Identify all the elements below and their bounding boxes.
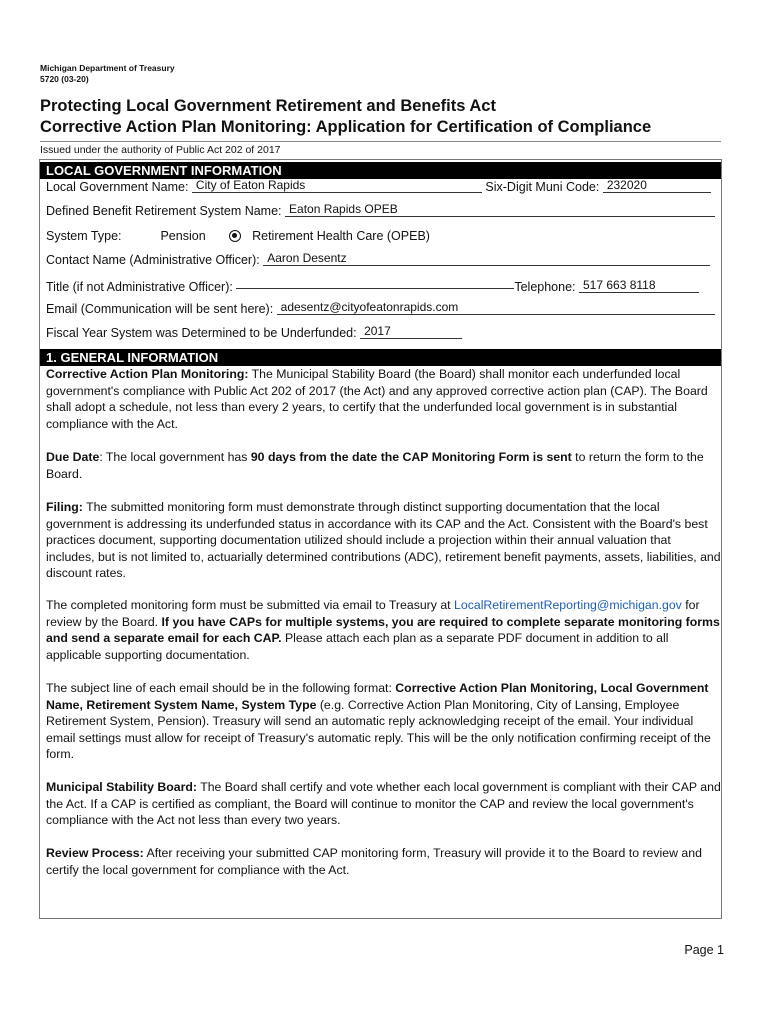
contact-name-label: Contact Name (Administrative Officer): <box>46 253 260 267</box>
system-name-label: Defined Benefit Retirement System Name: <box>46 204 282 218</box>
stability-board-heading: Municipal Stability Board: <box>46 780 197 794</box>
local-gov-name-field[interactable]: City of Eaton Rapids <box>192 178 482 193</box>
stability-board-text: The Board shall certify and vote whether each local government is compliant with their CAP and the Act. If a CAP is certified as compliant, the Board will continue to monitor the CAP and review the local government's compliance with the Act not less than every two years. <box>46 780 721 828</box>
system-type-label: System Type: <box>46 229 122 243</box>
section-header-general: 1. GENERAL INFORMATION <box>40 349 721 366</box>
para-submission <box>46 597 721 663</box>
email-row <box>46 300 715 318</box>
para-cap-monitoring <box>46 366 721 432</box>
subject-line-text-a: The subject line of each email should be in the following format: <box>46 681 396 695</box>
submission-emphasis: If you have CAPs for multiple systems, you are required to complete separate monitoring forms and send a separate email for each CAP. <box>46 614 720 646</box>
title-divider <box>40 141 721 142</box>
fiscal-year-row <box>46 324 462 342</box>
title-phone-row <box>46 276 699 296</box>
contact-row <box>46 251 710 269</box>
fiscal-year-field[interactable]: 2017 <box>360 324 462 339</box>
subject-line-text-b: (e.g. Corrective Action Plan Monitoring, City of Lansing, Employee Retirement System, Pension). Treasury will send an automatic reply acknowledging receipt of the email. Your individual email settings must allow for receipt of Treasury's automatic reply. This will be the only notification confirming receipt of the form. <box>46 697 711 762</box>
muni-code-label: Six-Digit Muni Code: <box>485 180 600 194</box>
para-filing <box>46 499 721 582</box>
submission-text-a: The completed monitoring form must be submitted via email to Treasury at <box>46 598 455 612</box>
authority-note: Issued under the authority of Public Act 202 of 2017 <box>40 144 281 156</box>
page-number: Page 1 <box>684 943 724 957</box>
fiscal-year-label: Fiscal Year System was Determined to be Underfunded: <box>46 326 357 340</box>
opeb-radio-selected[interactable] <box>229 230 241 242</box>
officer-title-label: Title (if not Administrative Officer): <box>46 280 233 294</box>
treasury-email-link[interactable]: LocalRetirementReporting@michigan.gov <box>454 598 682 612</box>
system-type-row <box>46 227 430 245</box>
para-stability-board <box>46 779 721 829</box>
system-name-field[interactable]: Eaton Rapids OPEB <box>285 202 715 217</box>
muni-code-field[interactable]: 232020 <box>603 178 711 193</box>
due-date-text-b: to return the form to the Board. <box>46 450 704 481</box>
agency-name: Michigan Department of Treasury <box>40 63 175 73</box>
para-review-process <box>46 845 721 878</box>
cap-monitoring-text: The Municipal Stability Board (the Board) shall monitor each underfunded local government's compliance with Public Act 202 of 2017 (the Act) and any approved corrective action plan (CAP). The Board shall adopt a schedule, not less than every 2 years, to certify that the underfunded local government is in substantial compliance with the Act. <box>46 367 708 431</box>
local-gov-name-row <box>46 178 711 196</box>
telephone-label: Telephone: <box>514 280 576 294</box>
form-code: 5720 (03-20) <box>40 74 89 84</box>
subject-line-format: Corrective Action Plan Monitoring, Local Government Name, Retirement System Name, System Type <box>46 681 709 712</box>
due-date-text-a: : The local government has <box>99 450 251 464</box>
system-name-row <box>46 202 715 220</box>
email-label: Email (Communication will be sent here): <box>46 302 274 316</box>
review-process-text: After receiving your submitted CAP monitoring form, Treasury will provide it to the Board to review and certify the local government for compliance with the Act. <box>46 846 702 877</box>
contact-name-field[interactable]: Aaron Desentz <box>263 251 710 266</box>
submission-text-b: for review by the Board. <box>46 598 700 629</box>
agency-header <box>40 63 175 85</box>
due-date-heading: Due Date <box>46 450 100 464</box>
title-line-2: Corrective Action Plan Monitoring: Application for Certification of Compliance <box>40 118 652 136</box>
title-line-1: Protecting Local Government Retirement and Benefits Act <box>40 97 496 115</box>
review-process-heading: Review Process: <box>46 846 144 860</box>
officer-title-field[interactable] <box>236 274 514 289</box>
email-field[interactable]: adesentz@cityofeatonrapids.com <box>277 300 715 315</box>
para-due-date <box>46 449 721 482</box>
form-title <box>40 96 651 138</box>
telephone-field[interactable]: 517 663 8118 <box>579 278 699 293</box>
local-gov-name-label: Local Government Name: <box>46 180 189 194</box>
pension-option-label[interactable]: Pension <box>160 229 206 243</box>
section-header-local-gov: LOCAL GOVERNMENT INFORMATION <box>40 162 721 179</box>
submission-text-c: Please attach each plan as a separate PDF document in addition to all applicable supporting documentation. <box>46 631 669 662</box>
para-subject-line <box>46 680 721 763</box>
filing-heading: Filing: <box>46 500 83 514</box>
due-date-emphasis: 90 days from the date the CAP Monitoring Form is sent <box>250 450 572 464</box>
opeb-option-label[interactable]: Retirement Health Care (OPEB) <box>252 229 430 243</box>
filing-text: The submitted monitoring form must demonstrate through distinct supporting documentation that the local government is addressing its underfunded status in accordance with its CAP and the Act. Consistent with the Board's best practices document, supporting documentation utilized should include a projection within their annual valuation that includes, but is not limited to, actuarially determined contributions (ADC), retirement benefit payments, assets, liabilities, and discount rates. <box>46 500 721 581</box>
cap-monitoring-heading: Corrective Action Plan Monitoring: <box>46 367 249 381</box>
